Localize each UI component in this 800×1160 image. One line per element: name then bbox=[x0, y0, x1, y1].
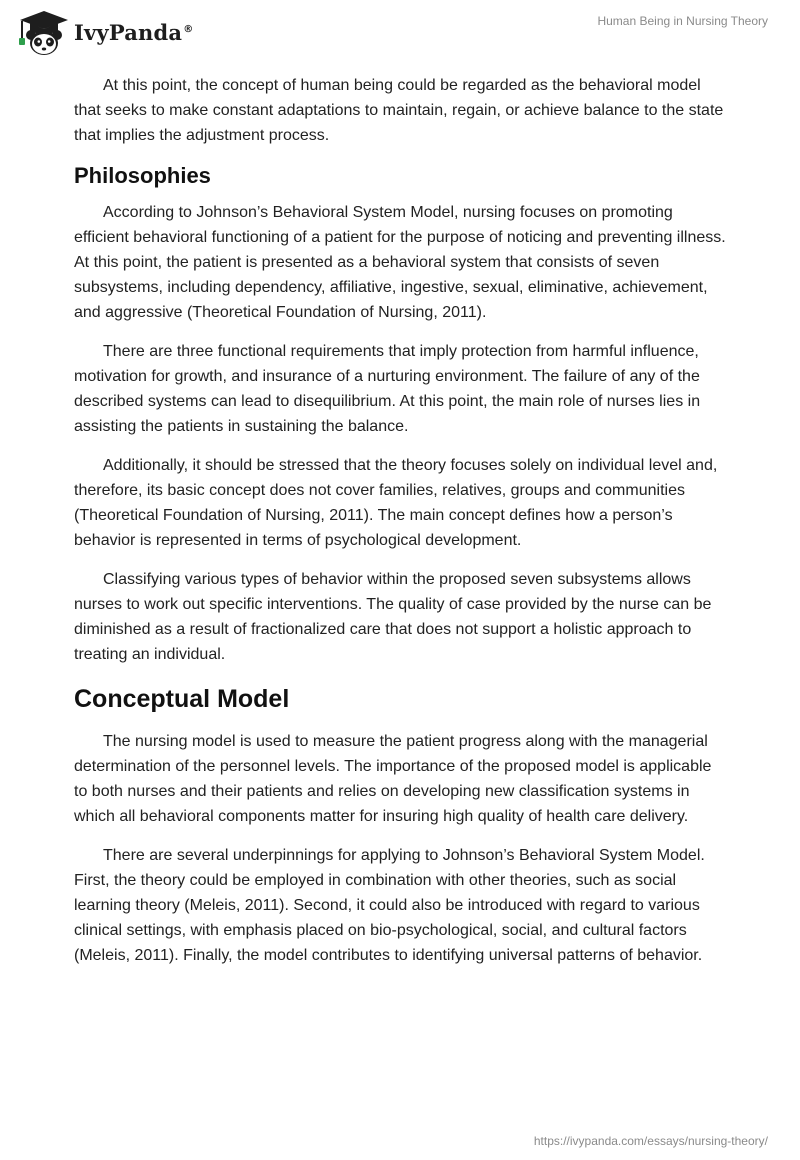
philosophies-paragraph-1: According to Johnson’s Behavioral System Model, nursing focuses on promoting efficient behavioral functioning of a patient for the purpose of noticing and preventing illness. At this point, the patient is presented as a behavioral system that consists of seven subsystems, including dependency, affiliative, ingestive, sexual, eliminative, achievement, and aggressive (Theoretical Foundation of Nursing, 2011). bbox=[74, 204, 726, 321]
conceptual-model-paragraph-2: There are several underpinnings for applying to Johnson’s Behavioral System Model. First, the theory could be employed in combination with other theories, such as social learning theory (Meleis, 2011). Second, it could also be introduced with regard to various clinical settings, with emphasis placed on bio-psychological, social, and cultural factors (Meleis, 2011). Finally, the model contributes to identifying universal patterns of behavior. bbox=[74, 847, 705, 964]
philosophies-paragraph-4: Classifying various types of behavior within the proposed seven subsystems allows nurses to work out specific interventions. The quality of case provided by the nurse can be diminished as a result of fractionalized care that does not support a holistic approach to treating an individual. bbox=[74, 571, 712, 663]
philosophies-paragraph-3: Additionally, it should be stressed that the theory focuses solely on individual level and, therefore, its basic concept does not cover families, relatives, groups and communities (Theoretical Foundation of Nursing, 2011). The main concept defines how a person’s behavior is represented in terms of psychological development. bbox=[74, 457, 718, 549]
conceptual-model-heading: Conceptual Model bbox=[74, 685, 290, 713]
essay-content bbox=[74, 73, 726, 982]
registered-mark: ® bbox=[183, 23, 194, 35]
source-url[interactable]: https://ivypanda.com/essays/nursing-theory/ bbox=[533, 1134, 768, 1148]
page-header bbox=[0, 0, 800, 60]
philosophies-heading: Philosophies bbox=[74, 163, 211, 188]
running-title: Human Being in Nursing Theory bbox=[597, 14, 768, 28]
ivypanda-logo[interactable] bbox=[16, 8, 193, 56]
intro-paragraph: At this point, the concept of human being could be regarded as the behavioral model that seeks to make constant adaptations to maintain, regain, or achieve balance to the state that implies the adjustment process. bbox=[74, 77, 724, 144]
panda-graduate-icon bbox=[16, 8, 68, 56]
logo-text: IvyPanda bbox=[74, 19, 183, 45]
philosophies-paragraph-2: There are three functional requirements that imply protection from harmful influence, motivation for growth, and insurance of a nurturing environment. The failure of any of the described systems can lead to disequilibrium. At this point, the main role of nurses lies in assisting the patients in sustaining the balance. bbox=[74, 343, 701, 435]
conceptual-model-paragraph-1: The nursing model is used to measure the patient progress along with the managerial determination of the personnel levels. The importance of the proposed model is applicable to both nurses and their patients and relies on developing new classification systems in which all behavioral components matter for insuring high quality of health care delivery. bbox=[74, 733, 712, 825]
logo-wordmark bbox=[74, 20, 193, 45]
